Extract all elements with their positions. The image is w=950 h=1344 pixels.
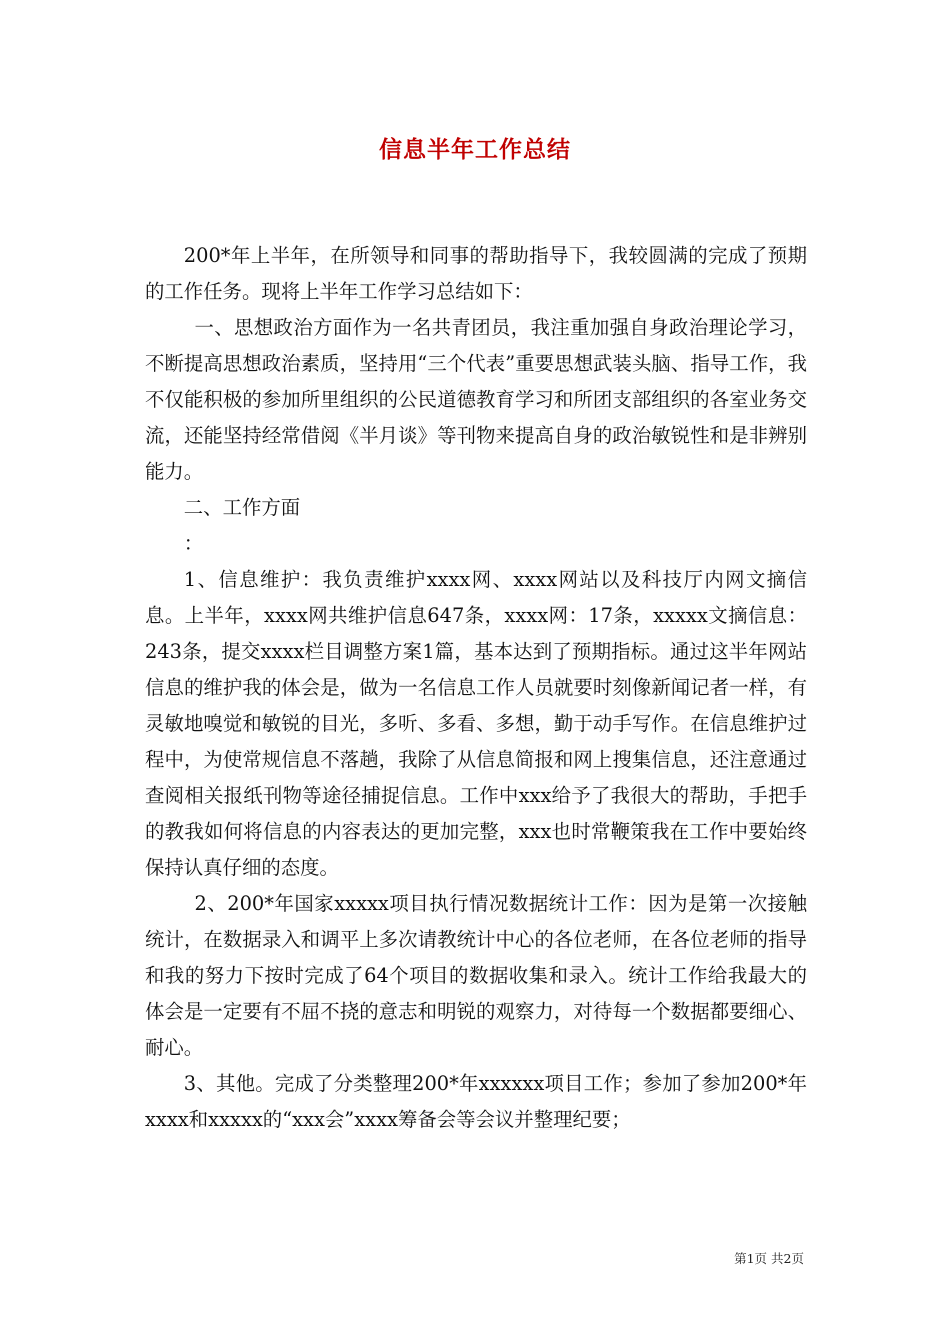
paragraph-statistics: 2、200*年国家xxxxx项目执行情况数据统计工作：因为是第一次接触统计，在数据录入和调平上多次请教统计中心的各位老师，在各位老师的指导和我的努力下按时完成了64个项目的数据收集和录入。统计工作给我最大的体会是一定要有不屈不挠的意志和明锐的观察力，对待每一个数据都要细心、耐心。 bbox=[145, 892, 807, 1059]
paragraph-info-maintenance: 1、信息维护：我负责维护xxxx网、xxxx网站以及科技厅内网文摘信息。上半年，xxxx网共维护信息647条，xxxx网：17条，xxxxx文摘信息：243条，提交xxxx栏目调整方案1篇，基本达到了预期指标。通过这半年网站信息的维护我的体会是，做为一名信息工作人员就要时刻像新闻记者一样，有灵敏地嗅觉和敏锐的目光，多听、多看、多想，勤于动手写作。在信息维护过程中，为使常规信息不落趟，我除了从信息简报和网上搜集信息，还注意通过查阅相关报纸刊物等途径捕捉信息。工作中xxx给予了我很大的帮助，手把手的教我如何将信息的内容表达的更加完整，xxx也时常鞭策我在工作中要始终保持认真仔细的态度。 bbox=[145, 568, 807, 879]
section-heading-work: 二、工作方面 bbox=[183, 496, 301, 519]
page-number: 第1页 共2页 bbox=[734, 1251, 804, 1266]
paragraph-colon: ： bbox=[183, 532, 204, 555]
paragraph-political: 一、思想政治方面作为一名共青团员，我注重加强自身政治理论学习，不断提高思想政治素质，坚持用“三个代表”重要思想武装头脑、指导工作，我不仅能积极的参加所里组织的公民道德教育学习和所团支部组织的各室业务交流，还能坚持经常借阅《半月谈》等刊物来提高自身的政治敏锐性和是非辨别能力。 bbox=[145, 316, 807, 483]
paragraph-intro: 200*年上半年，在所领导和同事的帮助指导下，我较圆满的完成了预期的工作任务。现将上半年工作学习总结如下： bbox=[145, 244, 807, 303]
document-body bbox=[145, 238, 807, 1138]
paragraph-other: 3、其他。完成了分类整理200*年xxxxxx项目工作；参加了参加200*年xxxx和xxxxx的“xxx会”xxxx筹备会等会议并整理纪要； bbox=[145, 1072, 807, 1131]
document-title: 信息半年工作总结 bbox=[379, 137, 571, 163]
